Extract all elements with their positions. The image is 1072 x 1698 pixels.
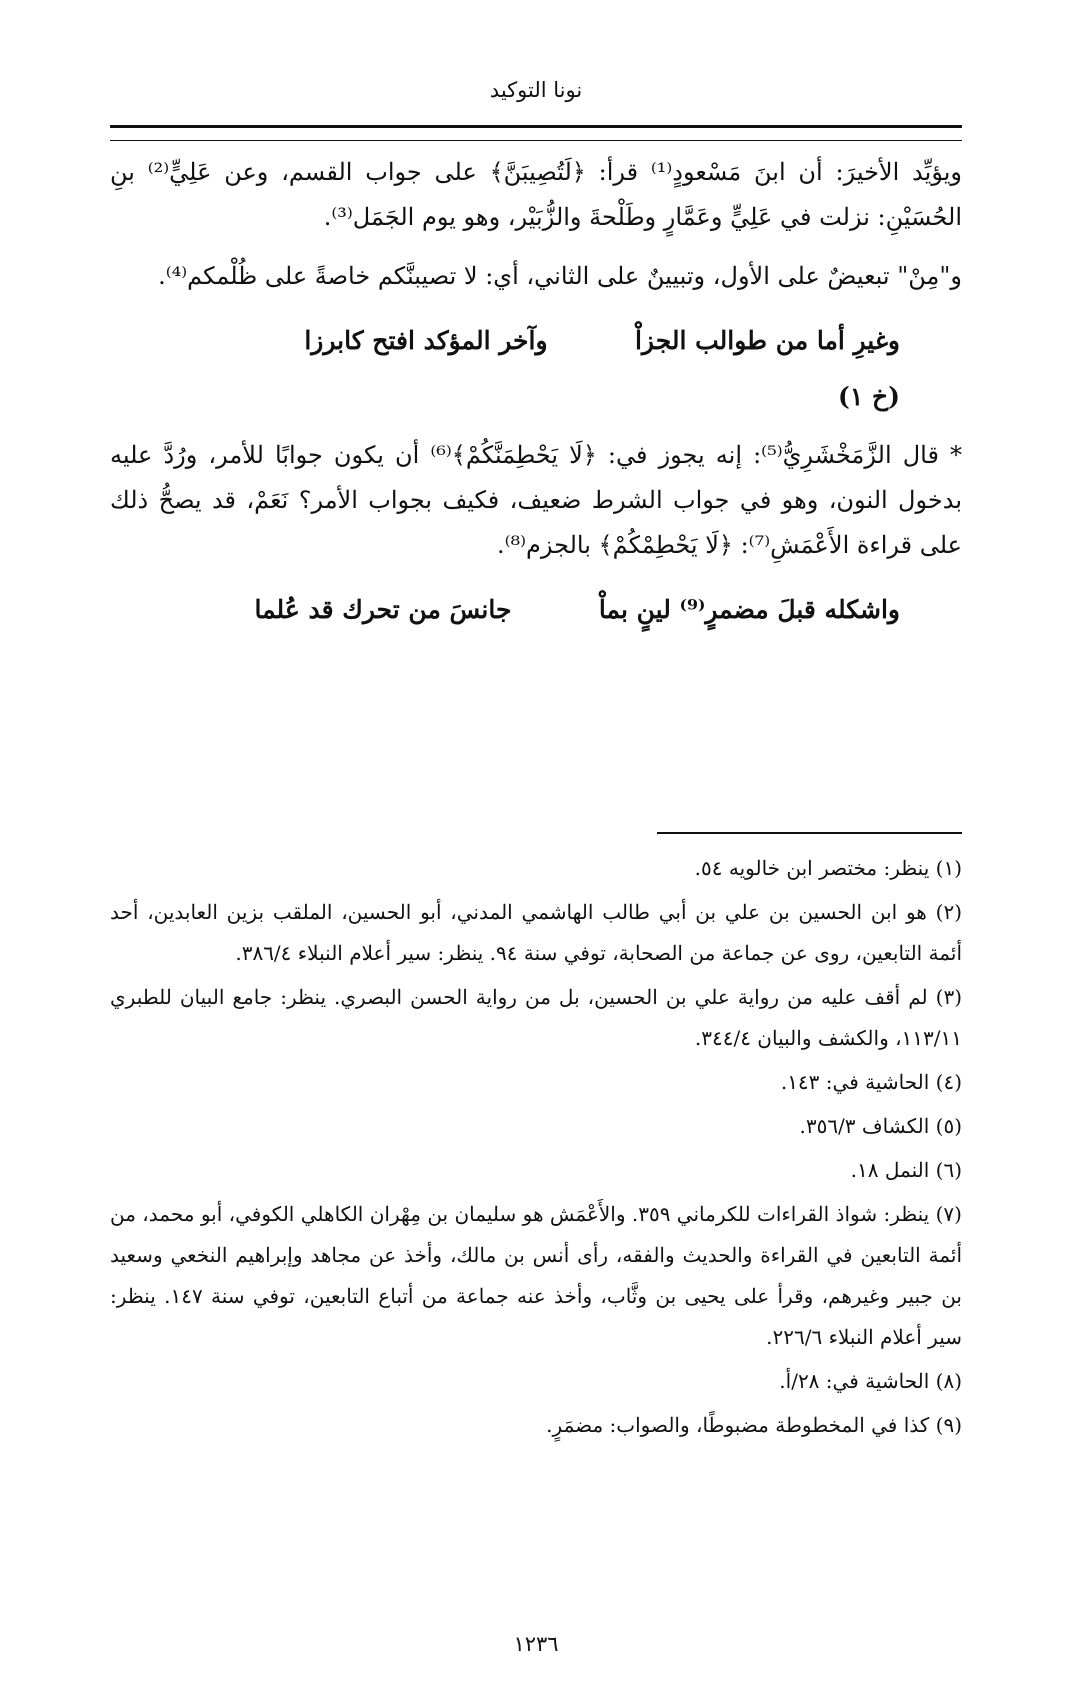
- running-header: نونا التوكيد: [489, 78, 583, 102]
- header-rule-thick: [110, 125, 962, 128]
- main-text: [110, 150, 962, 646]
- footnote: (٦) النمل ١٨.: [850, 1158, 962, 1182]
- paragraph-1: ويؤيِّد الأخيرَ: أن ابنَ مَسْعودٍ⁽¹⁾ قرأ: ﴿لَتُصِيبَنَّ﴾ على جواب القسم، وعن عَلِيٍّ⁽²⁾ بنِ الحُسَيْنِ: نزلت في عَلِيٍّ وعَمَّارٍ وطَلْحةَ والزُّبَيْر، وهو يوم الجَمَل⁽³⁾.: [110, 158, 962, 231]
- verse-1-second-hemistich: وآخر المؤكد افتح كابرزا: [304, 326, 548, 355]
- paragraph-3: * قال الزَّمَخْشَرِيُّ⁽⁵⁾: إنه يجوز في: ﴿لَا يَحْطِمَنَّكُمْ﴾⁽⁶⁾ أن يكون جوابًا للأمر، ورُدَّ عليه بدخول النون، وهو في جواب الشرط ضعيف، فكيف بجواب الأمر؟ نَعَمْ، قد يصحُّ ذلك على قراءة الأَعْمَشِ⁽⁷⁾: ﴿لَا يَحْطِمْكُمْ﴾ بالجزم⁽⁸⁾.: [110, 441, 963, 559]
- verse-2: [110, 582, 962, 638]
- header-rule-thin: [110, 140, 962, 141]
- footnote: (٩) كذا في المخطوطة مضبوطًا، والصواب: مضمَرٍ.: [546, 1413, 962, 1437]
- footnote: (٥) الكشاف ٣٥٦/٣.: [799, 1114, 962, 1138]
- verse-1-tag: (خ ١): [838, 382, 900, 411]
- verse-2-second-hemistich: جانسَ من تحرك قد عُلما: [254, 595, 512, 624]
- footnote: (٨) الحاشية في: ٢٨/أ.: [779, 1369, 962, 1393]
- verse-2-first-hemistich: واشكله قبلَ مضمرٍ⁽⁹⁾ لينٍ بماْ: [598, 595, 900, 624]
- verse-1-first-hemistich: وغيرِ أما من طوالب الجزاْ: [634, 326, 900, 355]
- footnote: (٧) ينظر: شواذ القراءات للكرماني ٣٥٩. والأَعْمَش هو سليمان بن مِهْران الكاهلي الكوفي، أبو محمد، من أئمة التابعين في القراءة والحديث والفقه، رأى أنس بن مالك، وأخذ عن مجاهد وإبراهيم النخعي وسعيد بن جبير وغيرهم، وقرأ على يحيى بن وثَّاب، وأخذ عنه جماعة من أتباع التابعين، توفي سنة ١٤٧. ينظر: سير أعلام النبلاء ٢٢٦/٦.: [110, 1202, 962, 1349]
- page-number: ١٢٣٦: [513, 1632, 559, 1656]
- footnote: (٢) هو ابن الحسين بن علي بن أبي طالب الهاشمي المدني، أبو الحسين، الملقب بزين العابدين، أحد أئمة التابعين، روى عن جماعة من الصحابة، توفي سنة ٩٤. ينظر: سير أعلام النبلاء ٣٨٦/٤.: [110, 900, 962, 965]
- footnotes: [110, 848, 962, 1449]
- paragraph-2: و"مِنْ" تبعيضٌ على الأول، وتبيينٌ على الثاني، أي: لا تصيبنَّكم خاصةً على ظُلْمكم⁽⁴⁾.: [158, 262, 962, 290]
- verse-1: [110, 313, 962, 425]
- footnote: (٣) لم أقف عليه من رواية علي بن الحسين، بل من رواية الحسن البصري. ينظر: جامع البيان للطبري ١١٣/١١، والكشف والبيان ٣٤٤/٤.: [110, 985, 962, 1050]
- footnote: (٤) الحاشية في: ١٤٣.: [780, 1070, 962, 1094]
- footnote-separator: [657, 832, 962, 834]
- footnote: (١) ينظر: مختصر ابن خالويه ٥٤.: [694, 856, 962, 880]
